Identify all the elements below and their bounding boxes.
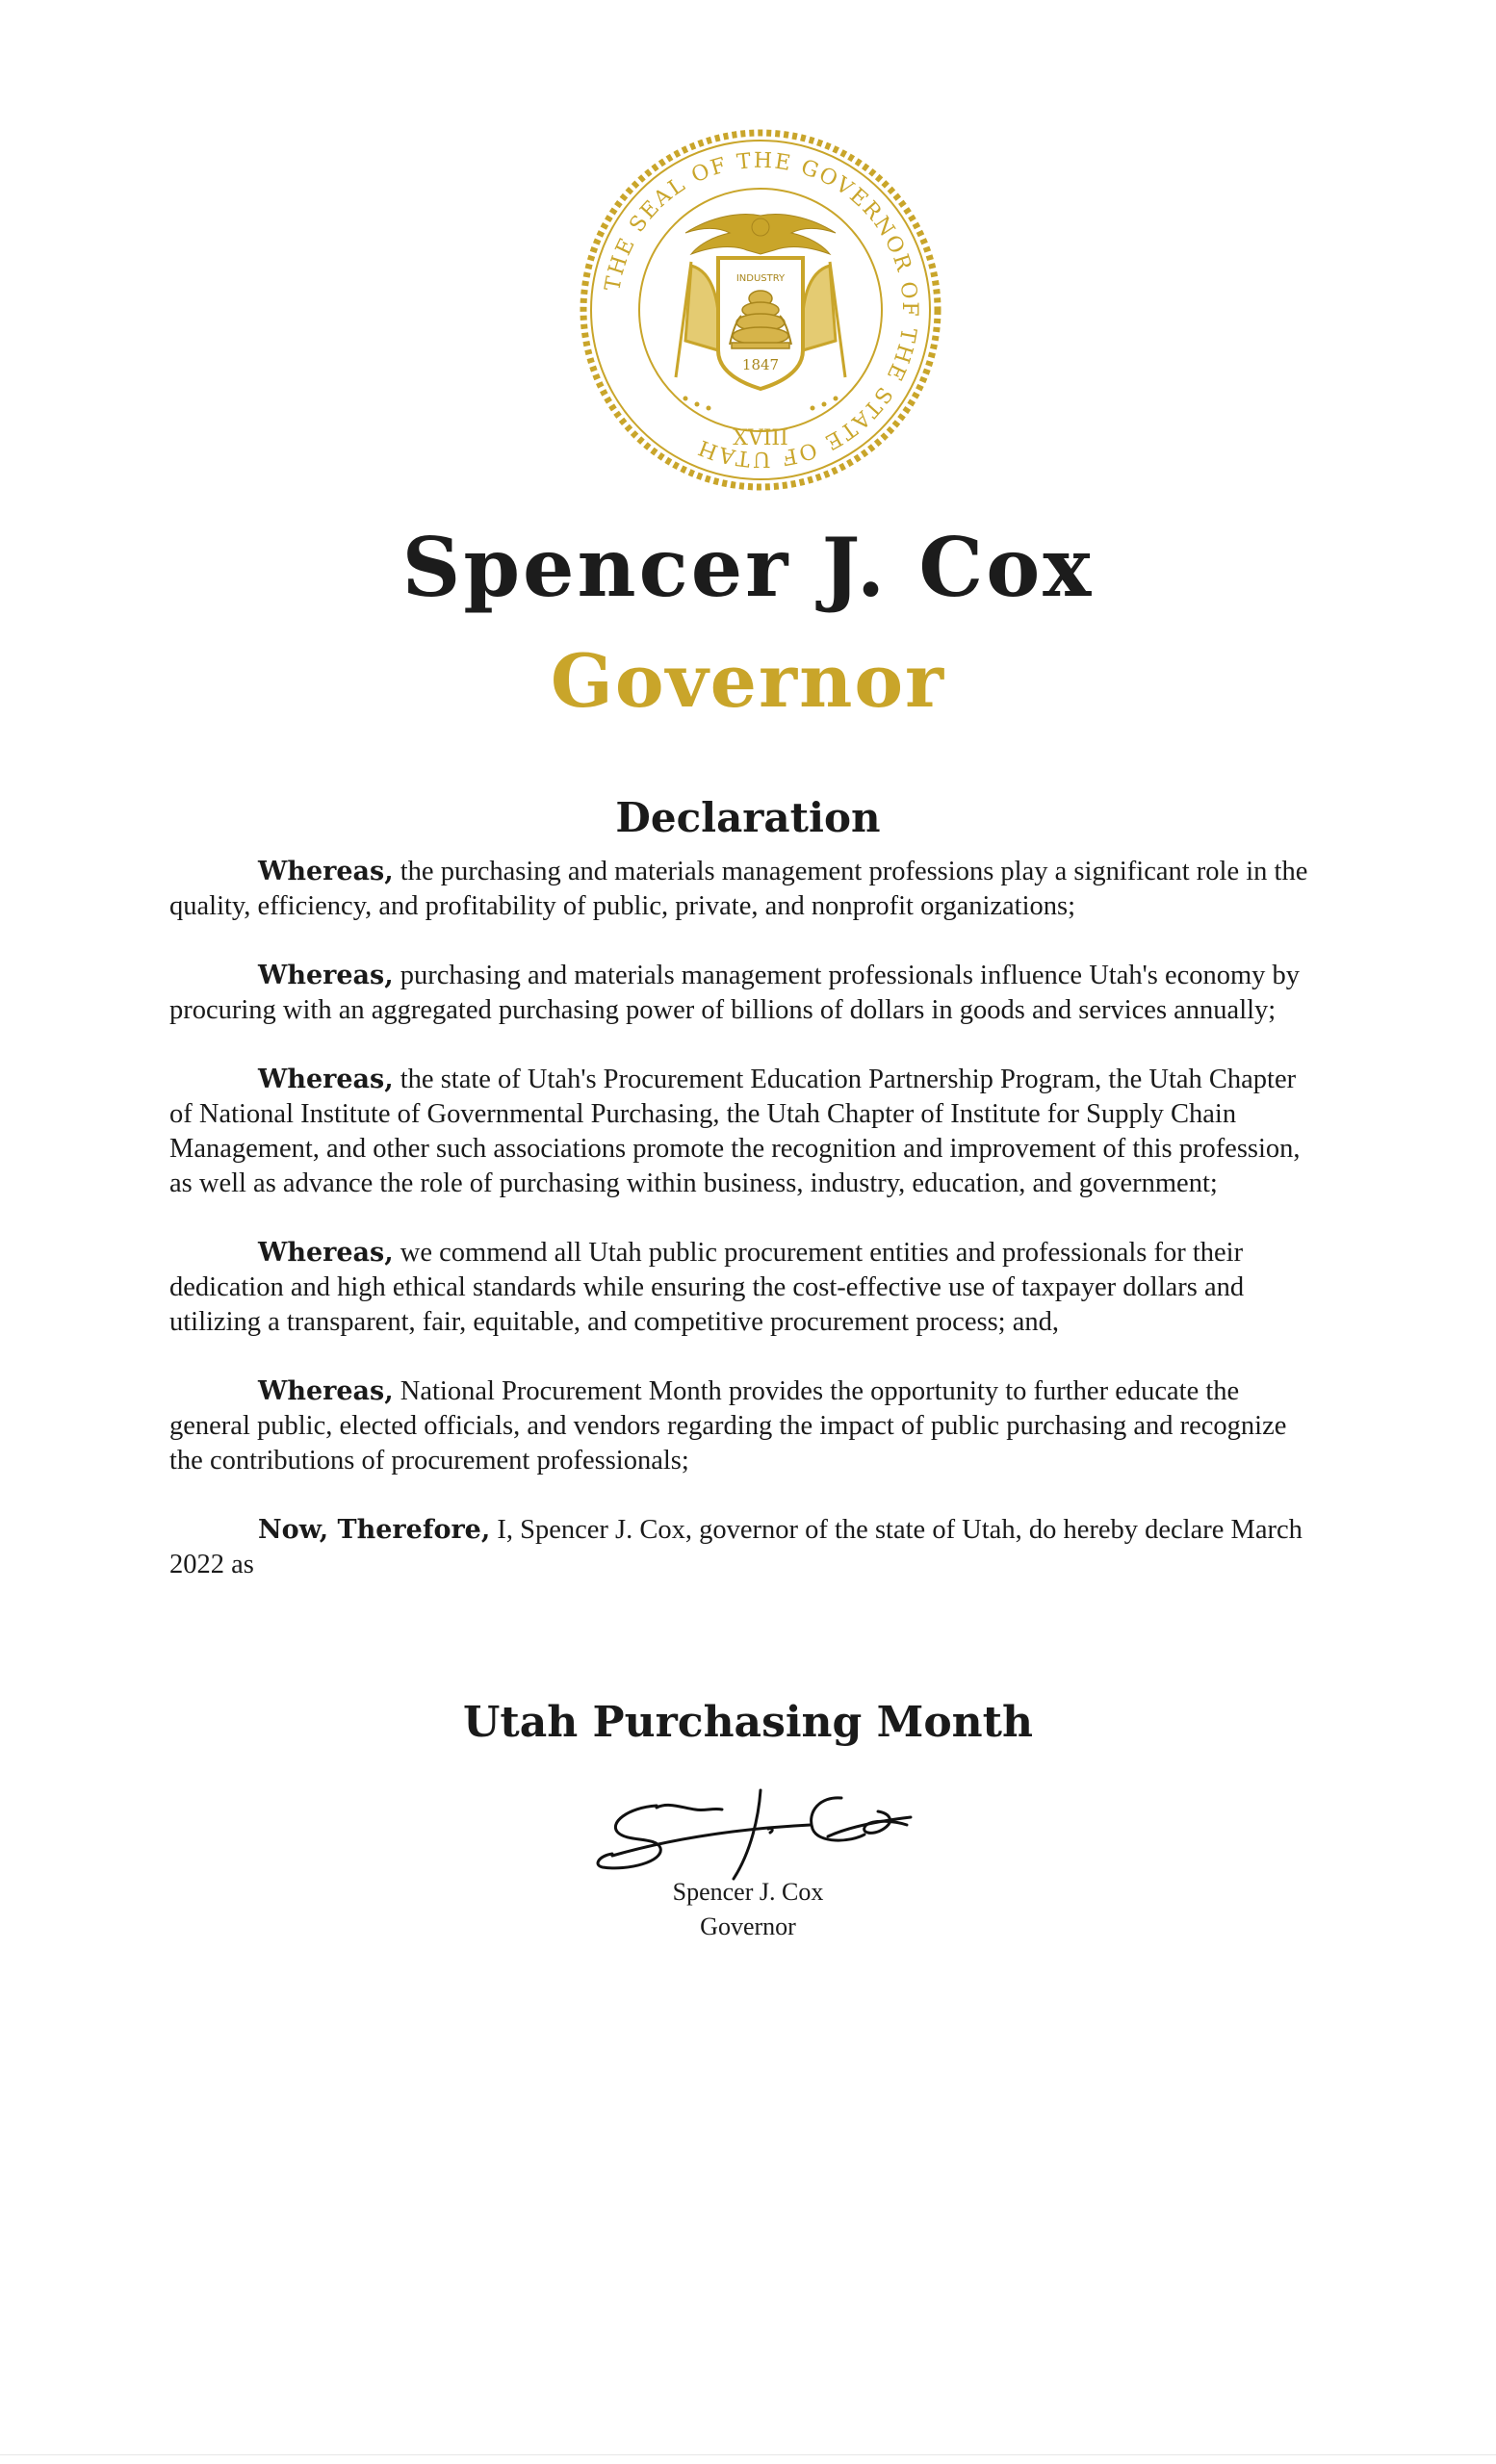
signer-name: Spencer J. Cox xyxy=(672,1878,824,1906)
seal-motto: INDUSTRY xyxy=(735,273,786,284)
document-heading: Declaration xyxy=(615,794,881,841)
whereas-paragraph xyxy=(169,855,1309,924)
declaration-body xyxy=(169,855,1309,1582)
governor-title: Governor xyxy=(550,638,946,724)
paragraph-text: the state of Utah's Procurement Education Partnership Program, the Utah Chapter of National Institute of Governmental Purchasing, the Utah Chapter of Institute for Supply Chain Management, and other such associations promote the recognition and improvement of this profession, as well as advance the role of purchasing within business, industry, education, and government; xyxy=(169,1065,1301,1198)
whereas-paragraph xyxy=(169,1063,1309,1201)
paragraph-text: we commend all Utah public procurement entities and professionals for their dedication and high ethical standards while ensuring the cost-effective use of taxpayer dollars and utilizing a transparent, fair, equitable, and competitive procurement process; and, xyxy=(169,1238,1245,1337)
governor-name: Spencer J. Cox xyxy=(401,520,1095,615)
governor-seal xyxy=(578,127,943,493)
whereas-label: Whereas, xyxy=(258,961,394,990)
shield-icon xyxy=(718,258,803,389)
seal-numeral: XVIII xyxy=(733,426,788,450)
declared-title: Utah Purchasing Month xyxy=(463,1698,1033,1747)
whereas-paragraph xyxy=(169,959,1309,1028)
paragraph-text: National Procurement Month provides the opportunity to further educate the general public, elected officials, and vendors regarding the impact of public purchasing and recognize the contributions of procurement professionals; xyxy=(169,1376,1287,1476)
paragraph-text: the purchasing and materials management professions play a significant role in the quality, efficiency, and profitability of public, private, and nonprofit organizations; xyxy=(169,857,1308,921)
bottom-divider xyxy=(0,2454,1496,2455)
seal-year: 1847 xyxy=(741,356,780,373)
whereas-label: Whereas, xyxy=(258,1065,394,1094)
signer-title: Governor xyxy=(700,1912,796,1940)
whereas-paragraph xyxy=(169,1236,1309,1340)
seal-ring-text: THE SEAL OF THE GOVERNOR OF THE STATE OF UTAH xyxy=(601,148,922,472)
now-therefore-label: Now, Therefore, xyxy=(258,1515,491,1545)
whereas-label: Whereas, xyxy=(258,857,394,886)
stars-icon xyxy=(684,397,838,411)
signature-image xyxy=(589,1779,936,1885)
whereas-label: Whereas, xyxy=(258,1376,394,1406)
whereas-label: Whereas, xyxy=(258,1238,394,1268)
eagle-icon xyxy=(685,215,836,254)
paragraph-text: purchasing and materials management professionals influence Utah's economy by procuring with an aggregated purchasing power of billions of dollars in goods and services annually; xyxy=(169,961,1301,1025)
whereas-paragraph xyxy=(169,1374,1309,1478)
closing-text: I, Spencer J. Cox, governor of the state of Utah, do hereby declare March 2022 as xyxy=(169,1515,1303,1579)
closing-paragraph xyxy=(169,1513,1309,1582)
